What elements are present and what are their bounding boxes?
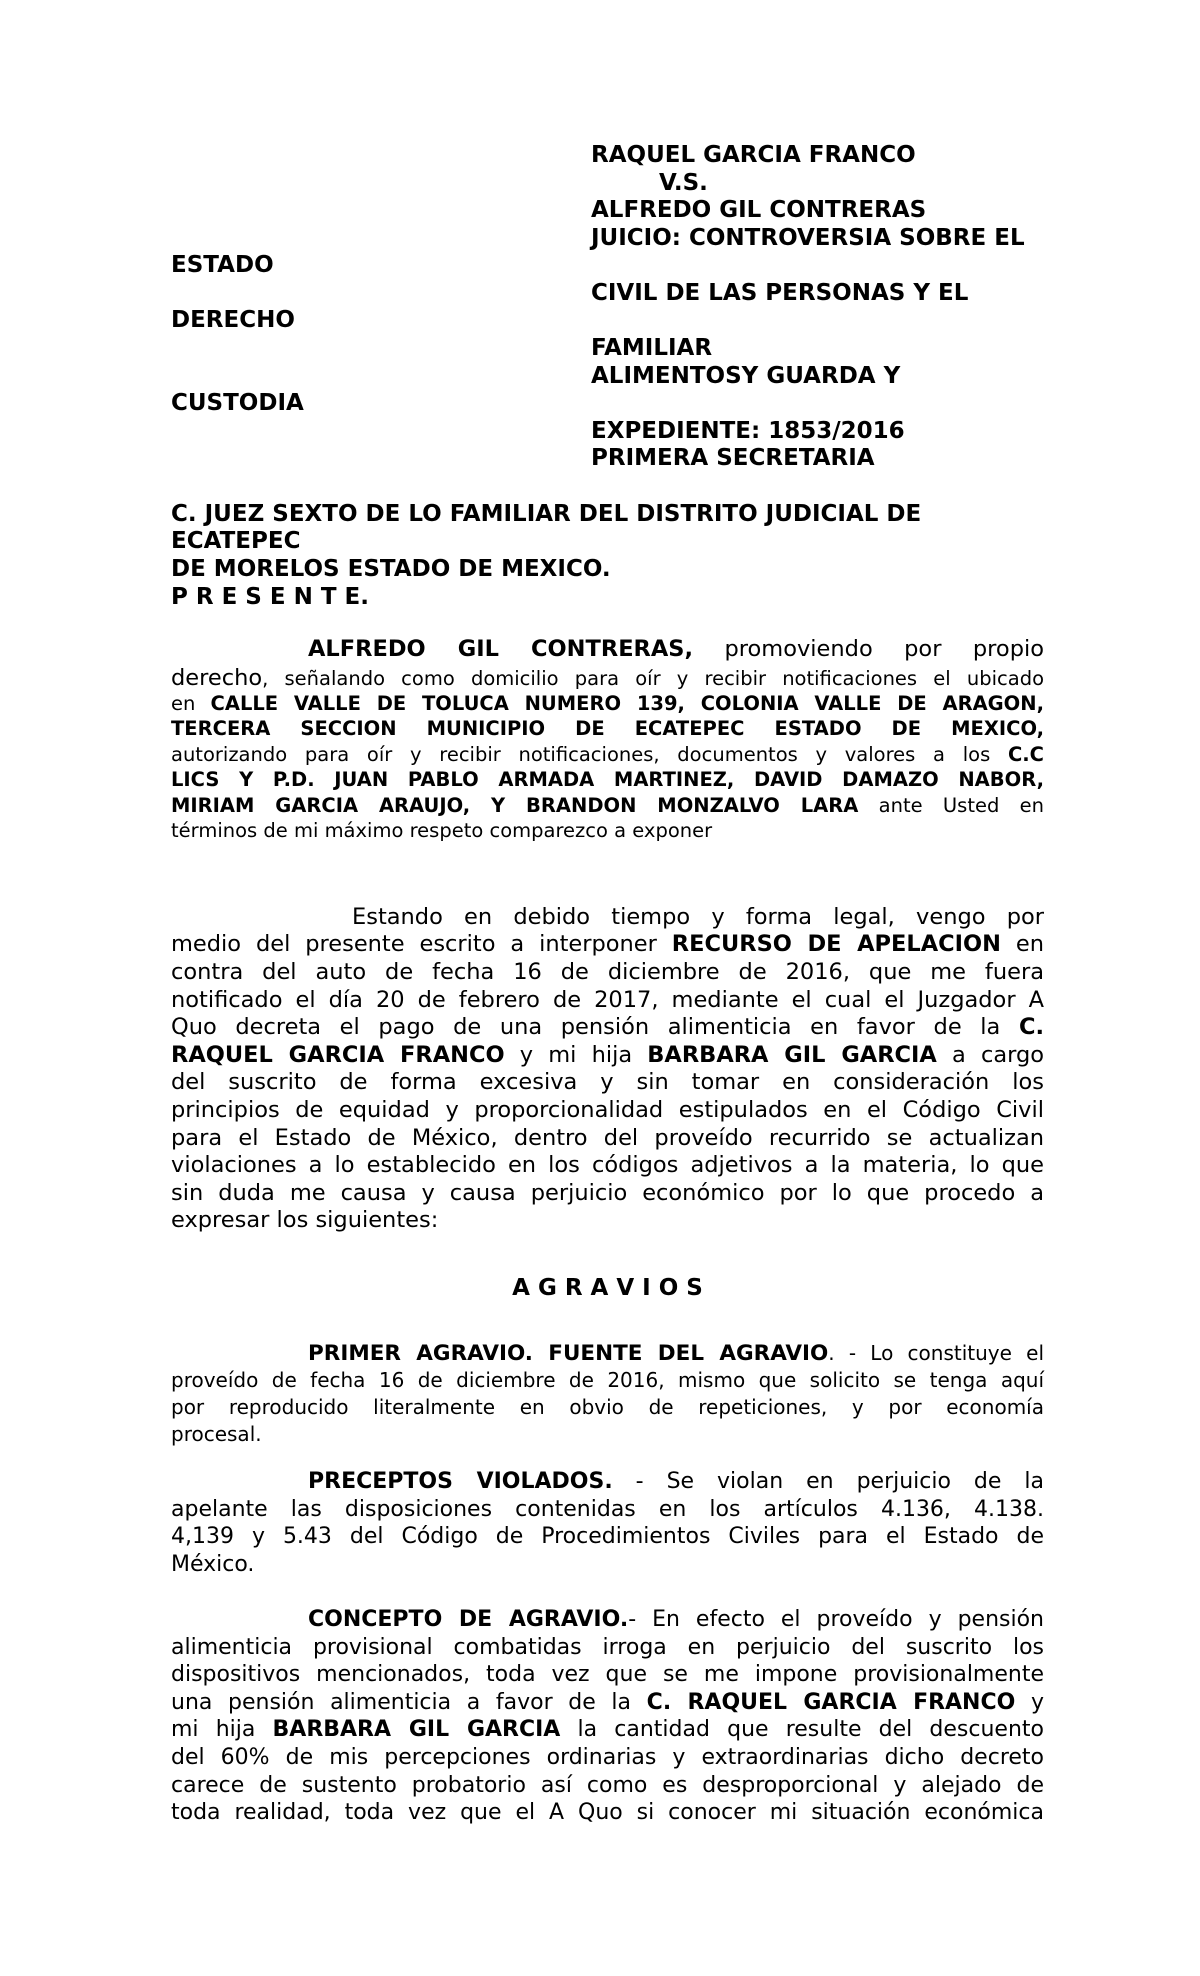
paragraph-line: MIRIAM GARCIA ARAUJO, Y BRANDON MONZALVO LARA ante Usted en: [171, 794, 1044, 817]
paragraph-line: medio del presente escrito a interponer RECURSO DE APELACION en: [171, 931, 1044, 957]
paragraph-line: proveído de fecha 16 de diciembre de 2016, mismo que solicito se tenga aquí: [171, 1368, 1044, 1392]
caption-defendant: ALFREDO GIL CONTRERAS: [591, 197, 927, 223]
caption-versus: V.S.: [659, 170, 708, 196]
paragraph-line: del suscrito de forma excesiva y sin tomar en consideración los: [171, 1069, 1044, 1095]
caption-trial-type: JUICIO: CONTROVERSIA SOBRE EL: [591, 225, 1025, 251]
paragraph-line: del 60% de mis percepciones ordinarias y extraordinarias dicho decreto: [171, 1745, 1044, 1770]
paragraph-line: TERCERA SECCION MUNICIPIO DE ECATEPEC ESTADO DE MEXICO,: [171, 717, 1044, 740]
paragraph-line: LICS Y P.D. JUAN PABLO ARMADA MARTINEZ, DAVID DAMAZO NABOR,: [171, 768, 1044, 791]
addressee-presente: P R E S E N T E.: [171, 584, 369, 610]
paragraph-line: expresar los siguientes:: [171, 1207, 439, 1233]
paragraph-line: violaciones a lo establecido en los códigos adjetivos a la materia, lo que: [171, 1152, 1044, 1178]
paragraph-line: toda realidad, toda vez que el A Quo si conocer mi situación económica: [171, 1800, 1044, 1825]
caption-secretary: PRIMERA SECRETARIA: [591, 445, 875, 471]
paragraph-line: CONCEPTO DE AGRAVIO.- En efecto el proveído y pensión: [308, 1607, 1044, 1632]
caption-plaintiff: RAQUEL GARCIA FRANCO: [591, 142, 916, 168]
agravios-heading: A G R A V I O S: [512, 1275, 703, 1301]
addressee-line: ECATEPEC: [171, 528, 301, 554]
caption-left-derecho: DERECHO: [171, 307, 295, 333]
paragraph-line: sin duda me causa y causa perjuicio económico por lo que procedo a: [171, 1180, 1044, 1206]
caption-left-estado: ESTADO: [171, 252, 274, 278]
paragraph-line: dispositivos mencionados, toda vez que se me impone provisionalmente: [171, 1662, 1044, 1687]
addressee-line: C. JUEZ SEXTO DE LO FAMILIAR DEL DISTRITO JUDICIAL DE: [171, 501, 922, 527]
paragraph-line: ALFREDO GIL CONTRERAS, promoviendo por propio: [308, 636, 1044, 662]
paragraph-line: carece de sustento probatorio así como es desproporcional y alejado de: [171, 1773, 1044, 1798]
paragraph-line: 4,139 y 5.43 del Código de Procedimientos Civiles para el Estado de: [171, 1524, 1044, 1549]
paragraph-line: principios de equidad y proporcionalidad estipulados en el Código Civil: [171, 1097, 1044, 1123]
paragraph-line: en CALLE VALLE DE TOLUCA NUMERO 139, COLONIA VALLE DE ARAGON,: [171, 692, 1044, 715]
paragraph-line: contra del auto de fecha 16 de diciembre de 2016, que me fuera: [171, 959, 1044, 985]
paragraph-line: derecho, señalando como domicilio para oír y recibir notificaciones el ubicado: [171, 665, 1044, 691]
paragraph-line: México.: [171, 1552, 255, 1577]
paragraph-line: términos de mi máximo respeto comparezco a exponer: [171, 819, 713, 842]
caption-trial-civil: CIVIL DE LAS PERSONAS Y EL: [591, 280, 969, 306]
paragraph-line: por reproducido literalmente en obvio de repeticiones, y por economía: [171, 1395, 1044, 1419]
paragraph-line: notificado el día 20 de febrero de 2017, mediante el cual el Juzgador A: [171, 987, 1044, 1013]
paragraph-line: mi hija BARBARA GIL GARCIA la cantidad que resulte del descuento: [171, 1717, 1044, 1742]
paragraph-line: alimenticia provisional combatidas irroga en perjuicio del suscrito los: [171, 1635, 1044, 1660]
paragraph-line: Quo decreta el pago de una pensión alimenticia en favor de la C.: [171, 1014, 1044, 1040]
paragraph-line: apelante las disposiciones contenidas en los artículos 4.136, 4.138.: [171, 1497, 1044, 1522]
caption-file-number: EXPEDIENTE: 1853/2016: [591, 418, 905, 444]
paragraph-line: una pensión alimenticia a favor de la C. RAQUEL GARCIA FRANCO y: [171, 1690, 1044, 1715]
paragraph-line: para el Estado de México, dentro del proveído recurrido se actualizan: [171, 1125, 1044, 1151]
addressee-line: DE MORELOS ESTADO DE MEXICO.: [171, 556, 611, 582]
caption-trial-alimentos: ALIMENTOSY GUARDA Y: [591, 363, 901, 389]
caption-trial-familiar: FAMILIAR: [591, 335, 713, 361]
paragraph-line: PRECEPTOS VIOLADOS. - Se violan en perjuicio de la: [308, 1469, 1044, 1494]
caption-left-custodia: CUSTODIA: [171, 390, 304, 416]
paragraph-line: PRIMER AGRAVIO. FUENTE DEL AGRAVIO. - Lo constituye el: [308, 1341, 1044, 1366]
paragraph-line: RAQUEL GARCIA FRANCO y mi hija BARBARA GIL GARCIA a cargo: [171, 1042, 1045, 1068]
paragraph-line: procesal.: [171, 1422, 262, 1446]
paragraph-line: autorizando para oír y recibir notificaciones, documentos y valores a los C.C: [171, 743, 1044, 766]
paragraph-line: Estando en debido tiempo y forma legal, vengo por: [352, 904, 1044, 930]
